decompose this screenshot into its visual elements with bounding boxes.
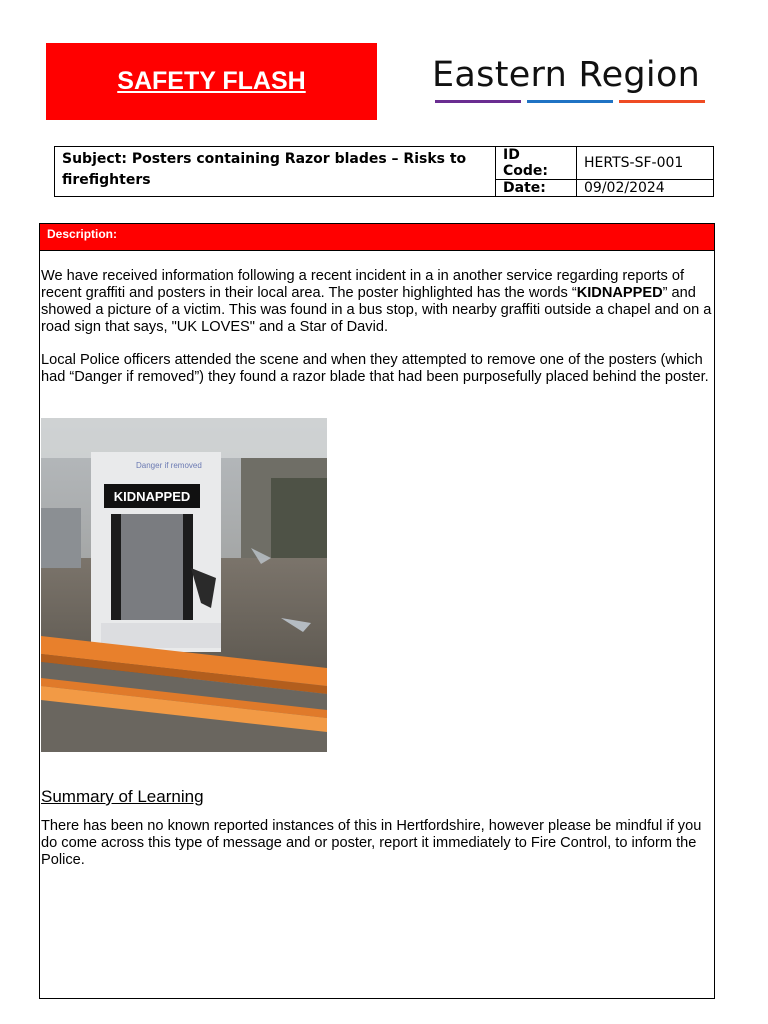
p1-text-before: We have received information following a recent incident in a in another service regarding reports of recent graffiti and posters in their local area. The poster highlighted has the words “ xyxy=(41,268,685,301)
region-bar-blue xyxy=(527,100,613,103)
description-paragraph-2: Local Police officers attended the scene and when they attempted to remove one of the posters (which had “Danger if removed”) they found a razor blade that had been purposefully placed behind the poster. xyxy=(41,352,709,385)
eastern-region-logo xyxy=(432,54,708,103)
subject-cell: Subject: Posters containing Razor blades – Risks to firefighters xyxy=(55,147,496,197)
summary-of-learning-heading: Summary of Learning xyxy=(41,787,204,806)
description-paragraph-1 xyxy=(40,268,714,336)
description-section xyxy=(39,223,715,999)
summary-paragraph: There has been no known reported instances of this in Hertfordshire, however please be mindful if you do come across this type of message and or poster, report it immediately to Fire Control, to inform the Police. xyxy=(41,818,702,868)
date-value: 09/02/2024 xyxy=(577,180,714,197)
poster-kidnapped-text: KIDNAPPED xyxy=(113,489,191,504)
description-heading: Description: xyxy=(40,224,714,251)
id-code-value: HERTS-SF-001 xyxy=(577,147,714,180)
region-color-bars xyxy=(435,100,708,103)
poster-photo-illustration xyxy=(41,418,327,752)
safety-flash-banner xyxy=(46,43,377,120)
safety-flash-title: SAFETY FLASH xyxy=(117,67,306,95)
region-bar-purple xyxy=(435,100,521,103)
id-code-label: ID Code: xyxy=(496,147,577,180)
poster-danger-text: Danger if removed xyxy=(136,461,202,470)
kidnapped-word: KIDNAPPED xyxy=(576,285,663,301)
kidnapped-poster-photo xyxy=(41,418,327,752)
region-bar-orange xyxy=(619,100,705,103)
region-name: Eastern Region xyxy=(432,55,701,95)
p1-text-after: ” and showed a picture of a victim. This was found in a bus stop, with nearby graffiti outside a chapel and on a road sign that says, "UK LOVES" and a Star of David. xyxy=(41,285,712,335)
flash-info-table xyxy=(54,146,714,197)
date-label: Date: xyxy=(496,180,577,197)
